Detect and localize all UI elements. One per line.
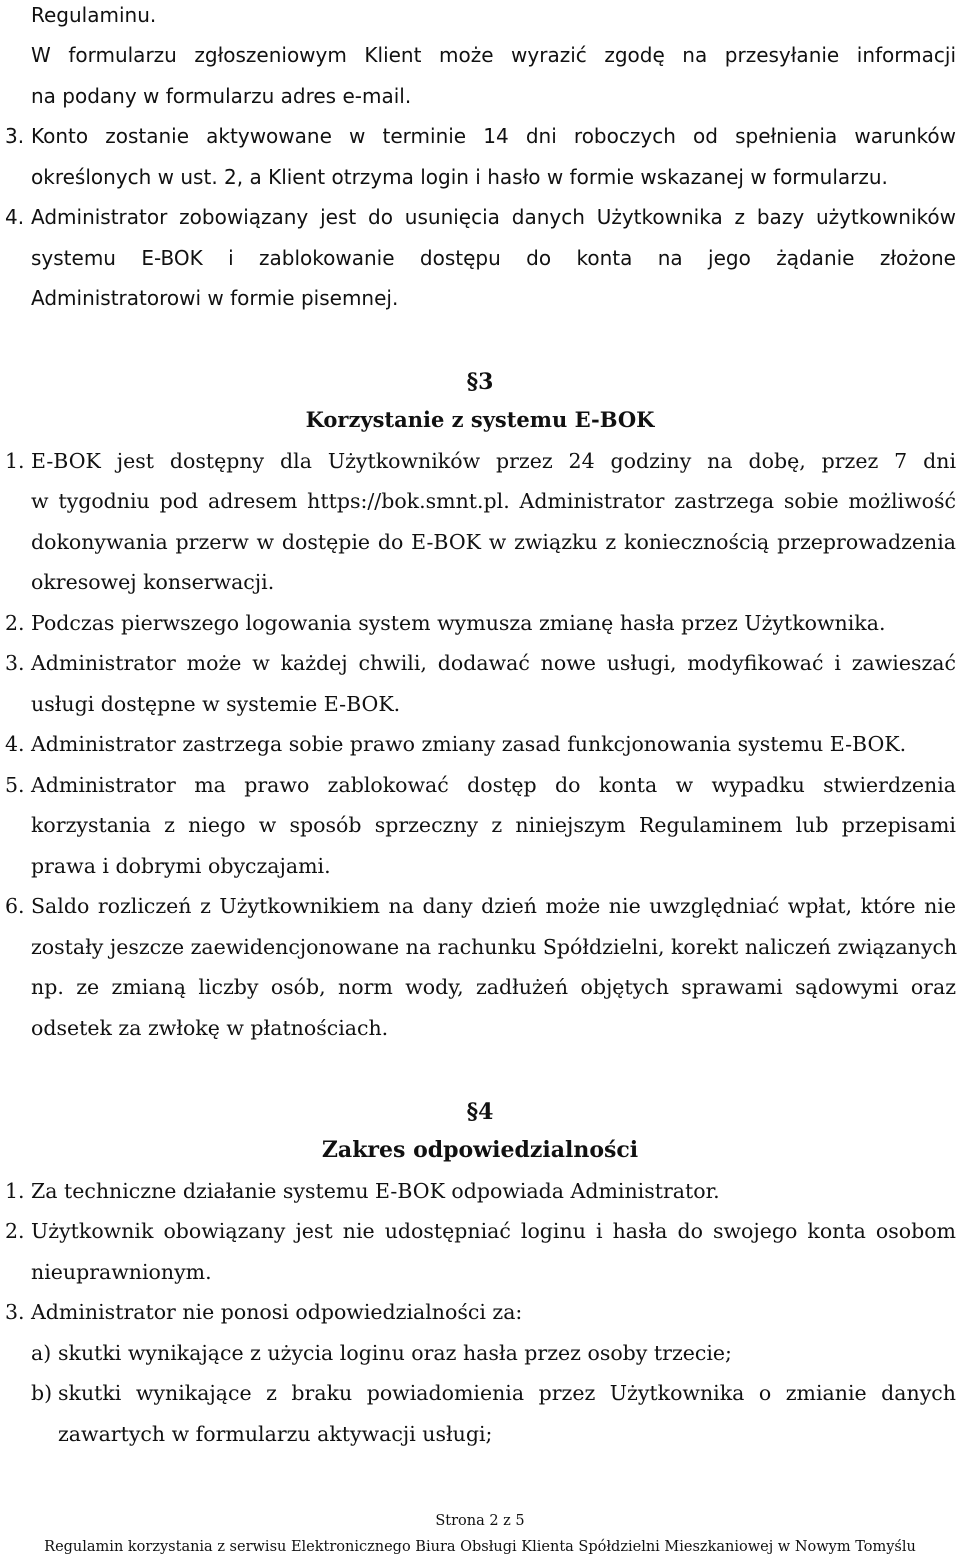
item-number: 4. xyxy=(5,205,25,229)
paragraph-text: Administrator ma prawo zablokować dostęp do konta w wypadku stwierdzenia xyxy=(31,773,956,797)
paragraph-text: dokonywania przerw w dostępie do E-BOK w związku z koniecznością przeprowadzenia xyxy=(31,530,956,554)
paragraph-text: skutki wynikające z braku powiadomienia przez Użytkownika o zmianie danych xyxy=(58,1381,956,1405)
paragraph-text: okresowej konserwacji. xyxy=(31,570,275,594)
section-number: §3 xyxy=(466,369,494,395)
item-number: 3. xyxy=(5,651,25,675)
paragraph-text: np. ze zmianą liczby osób, norm wody, zadłużeń objętych sprawami sądowymi oraz xyxy=(31,975,956,999)
paragraph-text: usługi dostępne w systemie E-BOK. xyxy=(31,692,401,716)
paragraph-text: Podczas pierwszego logowania system wymusza zmianę hasła przez Użytkownika. xyxy=(31,611,886,635)
paragraph-text: systemu E-BOK i zablokowanie dostępu do konta na jego żądanie złożone xyxy=(31,246,956,270)
item-number: 3. xyxy=(5,1300,25,1324)
paragraph-text: Administrator może w każdej chwili, dodawać nowe usługi, modyfikować i zawieszać xyxy=(31,651,956,675)
footer-title: Regulamin korzystania z serwisu Elektronicznego Biura Obsługi Klienta Spółdzielni Mieszkaniowej w Nowym Tomyślu xyxy=(44,1539,916,1555)
paragraph-text: Użytkownik obowiązany jest nie udostępniać loginu i hasła do swojego konta osobom xyxy=(31,1219,956,1243)
paragraph-text: Regulaminu. xyxy=(31,3,157,27)
paragraph-text: w tygodniu pod adresem https://bok.smnt.pl. Administrator zastrzega sobie możliwość xyxy=(31,489,956,513)
item-number: 2. xyxy=(5,611,25,635)
section-number: §4 xyxy=(466,1099,494,1125)
paragraph-text: Administrator zobowiązany jest do usunięcia danych Użytkownika z bazy użytkowników xyxy=(31,205,956,229)
section-title: Korzystanie z systemu E-BOK xyxy=(305,407,655,432)
item-number: 1. xyxy=(5,1179,25,1203)
paragraph-text: Konto zostanie aktywowane w terminie 14 dni roboczych od spełnienia warunków xyxy=(31,124,956,148)
item-number: 2. xyxy=(5,1219,25,1243)
paragraph-text: Administrator nie ponosi odpowiedzialności za: xyxy=(31,1300,523,1324)
paragraph-text: W formularzu zgłoszeniowym Klient może wyrazić zgodę na przesyłanie informacji xyxy=(31,43,956,67)
paragraph-text: określonych w ust. 2, a Klient otrzyma login i hasło w formie wskazanej w formularzu. xyxy=(31,165,888,189)
sub-item-label: a) xyxy=(31,1341,52,1365)
paragraph-text: nieuprawnionym. xyxy=(31,1260,212,1284)
item-number: 5. xyxy=(5,773,25,797)
paragraph-text: zawartych w formularzu aktywacji usługi; xyxy=(58,1422,493,1446)
paragraph-text: odsetek za zwłokę w płatnościach. xyxy=(31,1016,389,1040)
paragraph-text: korzystania z niego w sposób sprzeczny z niniejszym Regulaminem lub przepisami xyxy=(31,813,956,837)
item-number: 6. xyxy=(5,894,25,918)
paragraph-text: Za techniczne działanie systemu E-BOK odpowiada Administrator. xyxy=(31,1179,720,1203)
paragraph-text: na podany w formularzu adres e-mail. xyxy=(31,84,412,108)
sub-item-label: b) xyxy=(31,1381,53,1405)
item-number: 1. xyxy=(5,449,25,473)
paragraph-text: Saldo rozliczeń z Użytkownikiem na dany dzień może nie uwzględniać wpłat, które nie xyxy=(31,894,956,918)
page-number: Strona 2 z 5 xyxy=(435,1513,525,1529)
section-title: Zakres odpowiedzialności xyxy=(321,1137,639,1163)
paragraph-text: zostały jeszcze zaewidencjonowane na rachunku Spółdzielni, korekt naliczeń związanych xyxy=(31,935,958,959)
paragraph-text: E-BOK jest dostępny dla Użytkowników przez 24 godziny na dobę, przez 7 dni xyxy=(31,449,956,473)
paragraph-text: Administratorowi w formie pisemnej. xyxy=(31,286,399,310)
paragraph-text: skutki wynikające z użycia loginu oraz hasła przez osoby trzecie; xyxy=(58,1341,732,1365)
item-number: 3. xyxy=(5,124,25,148)
item-number: 4. xyxy=(5,732,25,756)
paragraph-text: Administrator zastrzega sobie prawo zmiany zasad funkcjonowania systemu E-BOK. xyxy=(31,732,907,756)
paragraph-text: prawa i dobrymi obyczajami. xyxy=(31,854,331,878)
